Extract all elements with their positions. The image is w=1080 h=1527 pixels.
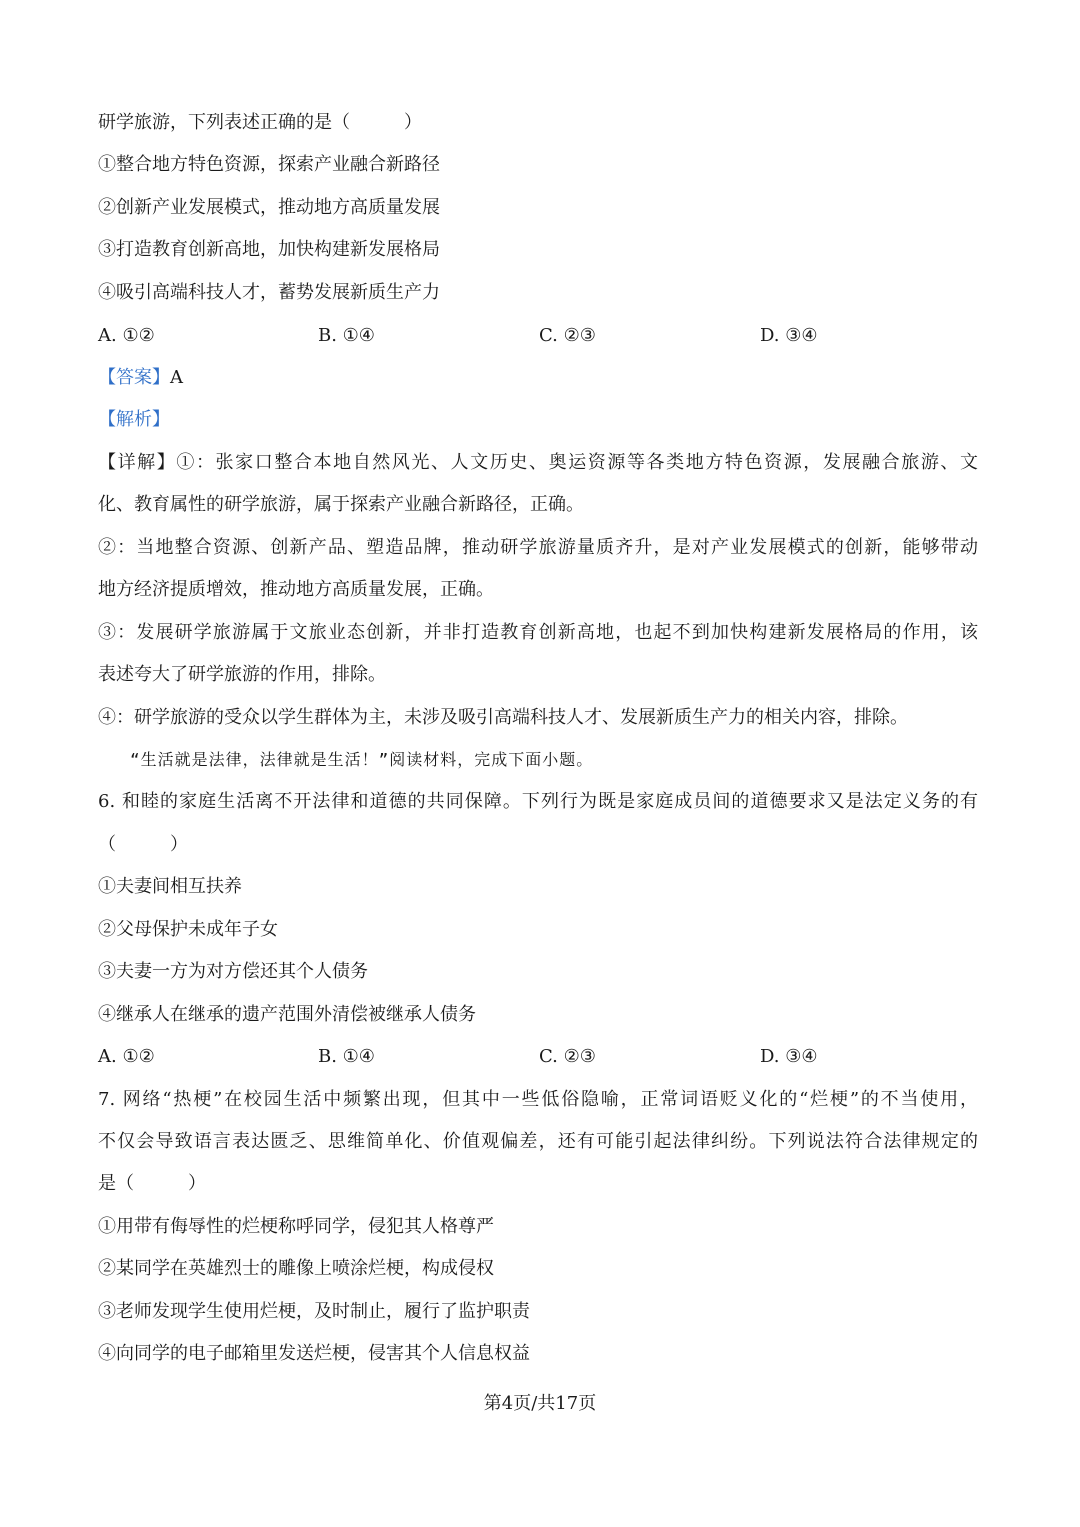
- q5-option-d: D. ③④: [760, 325, 818, 346]
- q5-item-4: ④吸引高端科技人才，蓄势发展新质生产力: [98, 282, 440, 303]
- q7-item-3: ③老师发现学生使用烂梗，及时制止，履行了监护职责: [98, 1301, 530, 1322]
- q5-option-a: A. ①②: [98, 325, 155, 346]
- q7-item-2: ②某同学在英雄烈士的雕像上喷涂烂梗，构成侵权: [98, 1258, 494, 1279]
- answer-label: 【答案】: [98, 367, 170, 388]
- detail-label: 【详解】: [98, 452, 177, 473]
- analysis-label: 【解析】: [98, 409, 170, 430]
- material-intro: “生活就是法律，法律就是生活！”阅读材料，完成下面小题。: [130, 750, 594, 769]
- detail-line-7: ④：研学旅游的受众以学生群体为主，未涉及吸引高端科技人才、发展新质生产力的相关内容，排除。: [98, 707, 908, 728]
- detail-line-3: ②：当地整合资源、创新产品、塑造品牌，推动研学旅游量质齐升，是对产业发展模式的创新，能够带动: [98, 537, 978, 558]
- q7-item-1: ①用带有侮辱性的烂梗称呼同学，侵犯其人格尊严: [98, 1216, 494, 1237]
- detail-line-2: 化、教育属性的研学旅游，属于探索产业融合新路径，正确。: [98, 494, 584, 515]
- q5-option-c: C. ②③: [539, 325, 596, 346]
- q5-option-b: B. ①④: [318, 325, 375, 346]
- detail-line-1: [98, 451, 978, 475]
- q6-option-b: B. ①④: [318, 1046, 375, 1067]
- q5-item-1: ①整合地方特色资源，探索产业融合新路径: [98, 154, 440, 175]
- detail-line-5: ③：发展研学旅游属于文旅业态创新，并非打造教育创新高地，也起不到加快构建新发展格局的作用，该: [98, 622, 978, 643]
- q5-stem-tail: 研学旅游，下列表述正确的是（ ）: [98, 112, 422, 133]
- q6-option-c: C. ②③: [539, 1046, 596, 1067]
- q5-answer: [98, 366, 183, 390]
- q7-stem-line-1: 7. 网络“热梗”在校园生活中频繁出现，但其中一些低俗隐喻，正常词语贬义化的“烂梗”的不当使用，: [98, 1089, 978, 1110]
- q6-item-3: ③夫妻一方为对方偿还其个人债务: [98, 961, 368, 982]
- q6-item-2: ②父母保护未成年子女: [98, 919, 278, 940]
- detail-line-6: 表述夸大了研学旅游的作用，排除。: [98, 664, 386, 685]
- q6-stem-line-2: （ ）: [98, 834, 188, 855]
- detail-line-4: 地方经济提质增效，推动地方高质量发展，正确。: [98, 579, 494, 600]
- q6-option-d: D. ③④: [760, 1046, 818, 1067]
- q6-stem-line-1: 6. 和睦的家庭生活离不开法律和道德的共同保障。下列行为既是家庭成员间的道德要求又是法定义务的有: [98, 791, 978, 812]
- q6-item-1: ①夫妻间相互扶养: [98, 876, 242, 897]
- q6-option-a: A. ①②: [98, 1046, 155, 1067]
- q6-item-4: ④继承人在继承的遗产范围外清偿被继承人债务: [98, 1004, 476, 1025]
- page-footer: 第4页/共17页: [483, 1393, 597, 1414]
- q7-item-4: ④向同学的电子邮箱里发送烂梗，侵害其个人信息权益: [98, 1343, 530, 1364]
- detail-text-1: ①：张家口整合本地自然风光、人文历史、奥运资源等各类地方特色资源，发展融合旅游、文: [176, 452, 979, 473]
- q7-stem-line-2: 不仅会导致语言表达匮乏、思维简单化、价值观偏差，还有可能引起法律纠纷。下列说法符合法律规定的: [98, 1131, 978, 1152]
- q5-item-2: ②创新产业发展模式，推动地方高质量发展: [98, 197, 440, 218]
- q7-stem-line-3: 是（ ）: [98, 1173, 206, 1194]
- answer-value: A: [170, 367, 183, 388]
- q5-item-3: ③打造教育创新高地，加快构建新发展格局: [98, 239, 440, 260]
